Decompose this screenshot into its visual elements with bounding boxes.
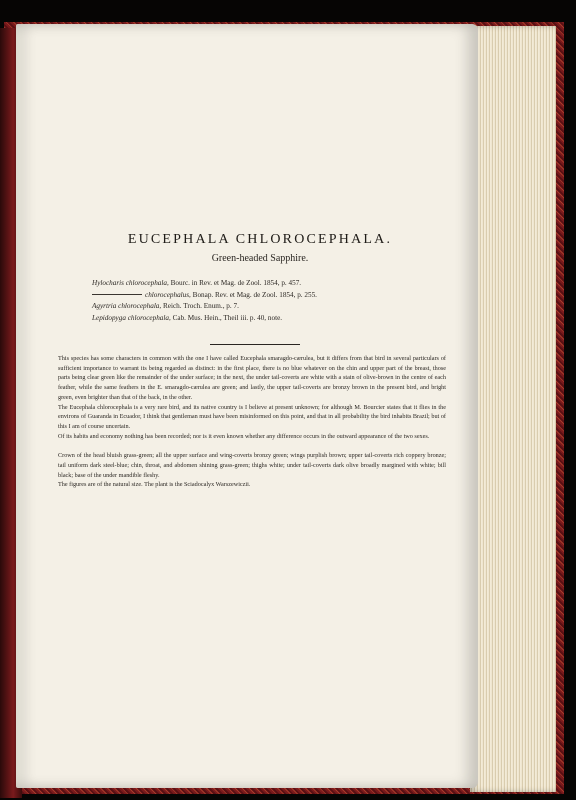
page-edges xyxy=(470,26,556,792)
paragraph-description: This species has some characters in common with the one I have called Eucephala smaragdo-cærulea, but it differs from that bird in several particulars of sufficient importance to warrant its being regarded as distinct: in the first place, there is no blue whatever on the chin and upper part of the breast, those parts being clear green like the remainder of the under surface; in the next, the under tail-coverts are white with a stain of olive-brown in the centre of each feather, while the same feathers in the E. smaragdo-cærulea are green; and lastly, the upper tail-coverts are bronzy brown in the present bird, and bright green, even brighter than that of the back, in the other. xyxy=(58,355,446,401)
page-title: EUCEPHALA CHLOROCEPHALA. xyxy=(127,232,393,247)
paragraph-figures: The figures are of the natural size. The plant is the Sciadocalyx Warszewiczii. xyxy=(58,481,251,489)
body-text xyxy=(58,354,446,490)
paragraph-habits: Of its habits and economy nothing has been recorded; nor is it even known whether any difference occurs in the outward appearance of the two sexes. xyxy=(58,432,430,440)
synonym-entry xyxy=(92,301,392,313)
separator-rule xyxy=(210,344,300,345)
page-subtitle: Green-headed Sapphire. xyxy=(211,253,309,264)
synonym-reference: Bonap. Rev. et Mag. de Zool. 1854, p. 255. xyxy=(192,290,317,299)
synonym-entry xyxy=(92,313,392,325)
synonym-name: Lepidopyga chlorocephala, xyxy=(92,313,171,322)
synonymy-list xyxy=(92,278,392,324)
synonym-entry xyxy=(92,278,392,290)
synonym-name: chlorocephalus, xyxy=(145,290,191,299)
paragraph-plumage: Crown of the head bluish grass-green; all the upper surface and wing-coverts bronzy green; wings purplish brown; upper tail-coverts rich coppery bronze; tail uniform dark steel-blue; chin, throat, and abdomen shining grass-green; thighs white; under tail-coverts dark olive broadly margined with white; bill black; base of the under mandible fleshy. xyxy=(58,452,446,479)
synonym-name: Hylocharis chlorocephala, xyxy=(92,279,169,287)
synonym-entry xyxy=(92,290,392,302)
synonym-reference: Bourc. in Rev. et Mag. de Zool. 1854, p. 457. xyxy=(170,279,302,287)
ditto-dash xyxy=(92,294,142,295)
paragraph-range: The Eucephala chlorocephala is a very rare bird, and its native country is I believe at present unknown; for although M. Bourcier states that it flies in the environs of Guaranda in Ecuador, I think that gentleman must have been misinformed on this point, and that in all probability the bird inhabits Brazil; but of this I am of course uncertain. xyxy=(58,403,446,430)
synonym-reference: Reich. Troch. Enum., p. 7. xyxy=(163,302,239,310)
synonym-reference: Cab. Mus. Hein., Theil iii. p. 40, note. xyxy=(172,313,283,322)
synonym-name: Agyrtria chlorocephala, xyxy=(92,302,162,310)
